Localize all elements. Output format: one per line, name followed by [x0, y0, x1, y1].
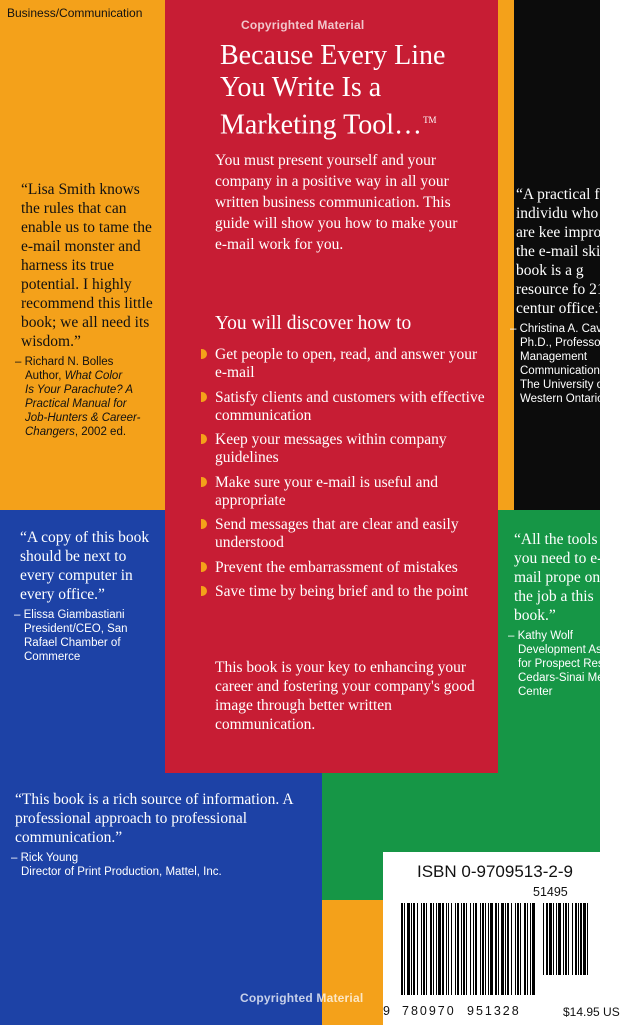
quote-giambastiani-attribution: – Elissa Giambastiani President/CEO, San Rafael Chamber of Commerce: [14, 609, 128, 663]
isbn-label: ISBN 0-9709513-2-9: [417, 862, 573, 881]
quote-cav-attribution: – Christina A. Cav Ph.D., Professo Management Communication The University o Western Ontario: [510, 323, 604, 405]
red-panel: [165, 0, 498, 773]
benefit-item: Send messages that are clear and easily understood: [201, 516, 491, 552]
barcode-right-digits: 951328: [467, 1004, 521, 1018]
discover-heading: You will discover how to: [215, 313, 412, 334]
quote-bolles-attribution: – Richard N. Bolles Author, What Color Is Your Parachute? A Practical Manual for Job-Hunters & Career- Changers, 2002 ed.: [15, 355, 155, 439]
bullet-marker-icon: [201, 477, 207, 487]
quote-young: [11, 790, 311, 879]
benefit-item: Keep your messages within company guidelines: [201, 431, 491, 467]
bullet-marker-icon: [201, 519, 207, 529]
bullet-marker-icon: [201, 434, 207, 444]
quote-wolf-text: “All the tools you need to e-mail prope on the job a this book.”: [514, 531, 603, 624]
quote-giambastiani-text: “A copy of this book should be next to every computer in every office.”: [20, 529, 150, 603]
intro-paragraph: You must present yourself and your company in a positive way in all your written business communication. This guide will show you how to make your e-mail work for you.: [215, 152, 458, 253]
price-label: $14.95 US: [563, 1005, 620, 1019]
quote-young-attribution: – Rick Young Director of Print Production, Mattel, Inc.: [11, 852, 222, 878]
benefit-list: [201, 346, 491, 608]
benefit-item: Satisfy clients and customers with effective communication: [201, 389, 491, 425]
quote-cav-text: “A practical for individu who are kee improve the e-mail skills book is a g resource fo 21st centur office.”: [516, 186, 616, 317]
quote-wolf-attribution: – Kathy Wolf Development As for Prospect Res Cedars-Sinai Me Center: [508, 630, 604, 698]
barcode-left-digits: 780970: [402, 1004, 456, 1018]
benefit-item: Get people to open, read, and answer your e-mail: [201, 346, 491, 382]
benefit-item: Make sure your e-mail is useful and appropriate: [201, 474, 491, 510]
benefit-item: Save time by being brief and to the point: [201, 583, 491, 601]
quote-bolles-name: – Richard N. Bolles: [15, 356, 114, 368]
bullet-marker-icon: [201, 392, 207, 402]
headline: Because Every Line You Write Is a Marketing Tool…™: [220, 40, 446, 141]
bullet-marker-icon: [201, 562, 207, 572]
barcode-first-digit: 9: [383, 1004, 390, 1018]
quote-bolles: [15, 180, 155, 439]
benefit-item: Prevent the embarrassment of mistakes: [201, 559, 491, 577]
trademark-symbol: TM: [423, 115, 437, 125]
category-label: Business/Communication: [7, 6, 143, 20]
watermark-bottom: Copyrighted Material: [240, 991, 364, 1005]
quote-cav: [510, 185, 616, 406]
quote-young-text: “This book is a rich source of information. A professional approach to professional communication.”: [15, 791, 293, 846]
quote-wolf: [508, 530, 604, 699]
bullet-marker-icon: [201, 586, 207, 596]
quote-bolles-text: “Lisa Smith knows the rules that can enable us to tame the e-mail monster and harness its true potential. I highly recommend this little book; we all need its wisdom.”: [21, 181, 153, 350]
barcode-icon: [391, 903, 594, 998]
watermark-top: Copyrighted Material: [241, 18, 365, 32]
closing-paragraph: This book is your key to enhancing your career and fostering your company's good image through better written communication.: [215, 659, 475, 733]
bullet-marker-icon: [201, 349, 207, 359]
barcode-supplement-number: 51495: [533, 885, 568, 899]
quote-giambastiani: [14, 528, 154, 664]
isbn-barcode-box: [383, 852, 600, 1025]
